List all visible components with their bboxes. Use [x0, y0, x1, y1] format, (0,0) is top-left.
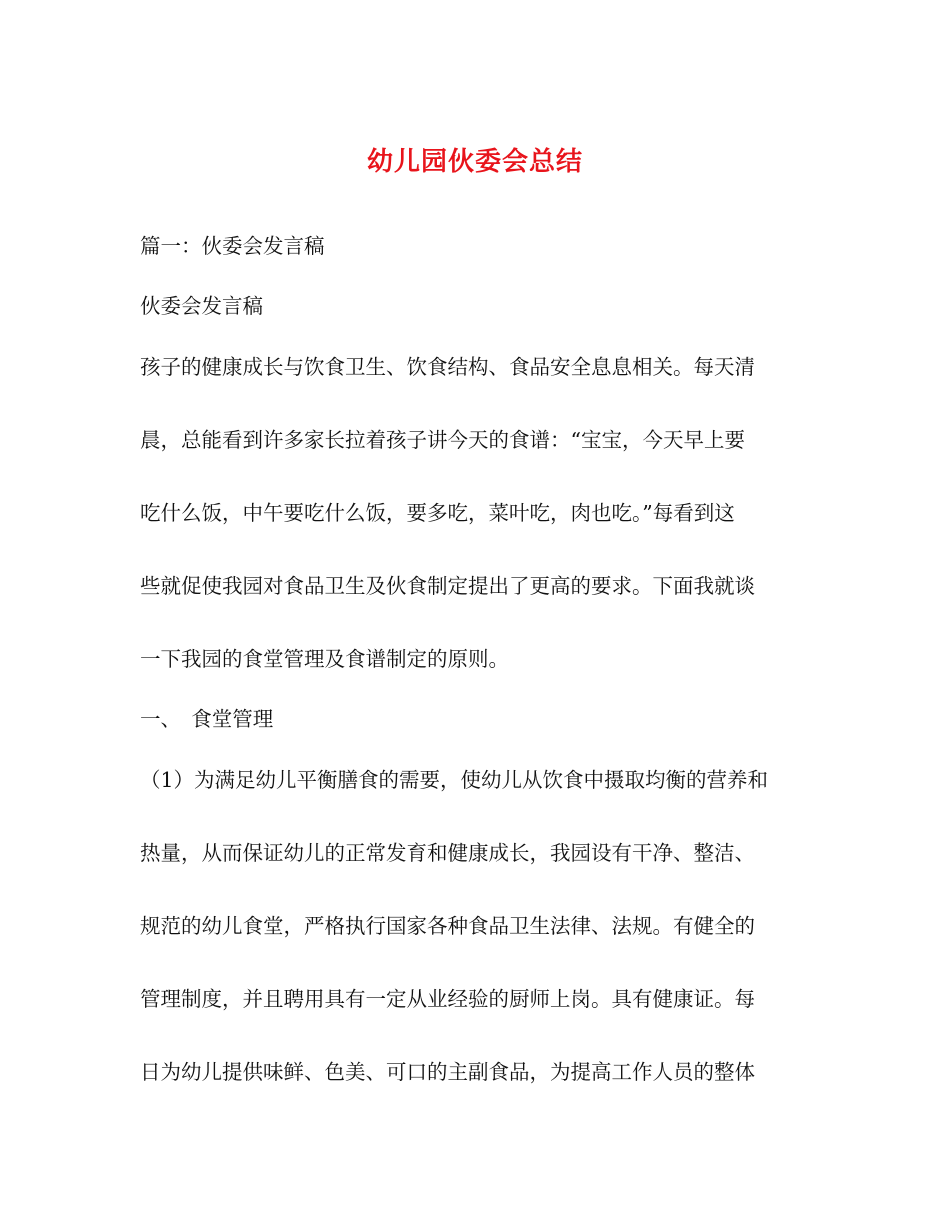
- paragraph-line: 热量，从而保证幼儿的正常发育和健康成长，我园设有干净、整洁、: [140, 841, 755, 865]
- paragraph-line: 一下我园的食堂管理及食谱制定的原则。: [140, 647, 509, 671]
- subheading-speech: 伙委会发言稿: [140, 294, 263, 318]
- section-heading-part-one: 篇一：伙委会发言稿: [140, 234, 325, 258]
- paragraph-line: 些就促使我园对食品卫生及伙食制定提出了更高的要求。下面我就谈: [140, 574, 755, 598]
- document-title: 幼儿园伙委会总结: [366, 147, 583, 177]
- paragraph-line: 日为幼儿提供味鲜、色美、可口的主副食品，为提高工作人员的整体: [140, 1060, 755, 1084]
- paragraph-line: 晨，总能看到许多家长拉着孩子讲今天的食谱：“宝宝，今天早上要: [140, 428, 745, 452]
- paragraph-line: 吃什么饭，中午要吃什么饭，要多吃，菜叶吃，肉也吃。”每看到这: [140, 501, 735, 525]
- paragraph-line: 孩子的健康成长与饮食卫生、饮食结构、食品安全息息相关。每天清: [140, 355, 755, 379]
- paragraph-line: 规范的幼儿食堂，严格执行国家各种食品卫生法律、法规。有健全的: [140, 914, 755, 938]
- paragraph-line: 管理制度，并且聘用具有一定从业经验的厨师上岗。具有健康证。每: [140, 987, 755, 1011]
- paragraph-line: （1）为满足幼儿平衡膳食的需要，使幼儿从饮食中摄取均衡的营养和: [140, 768, 769, 792]
- section-heading-canteen: 一、 食堂管理: [140, 707, 274, 731]
